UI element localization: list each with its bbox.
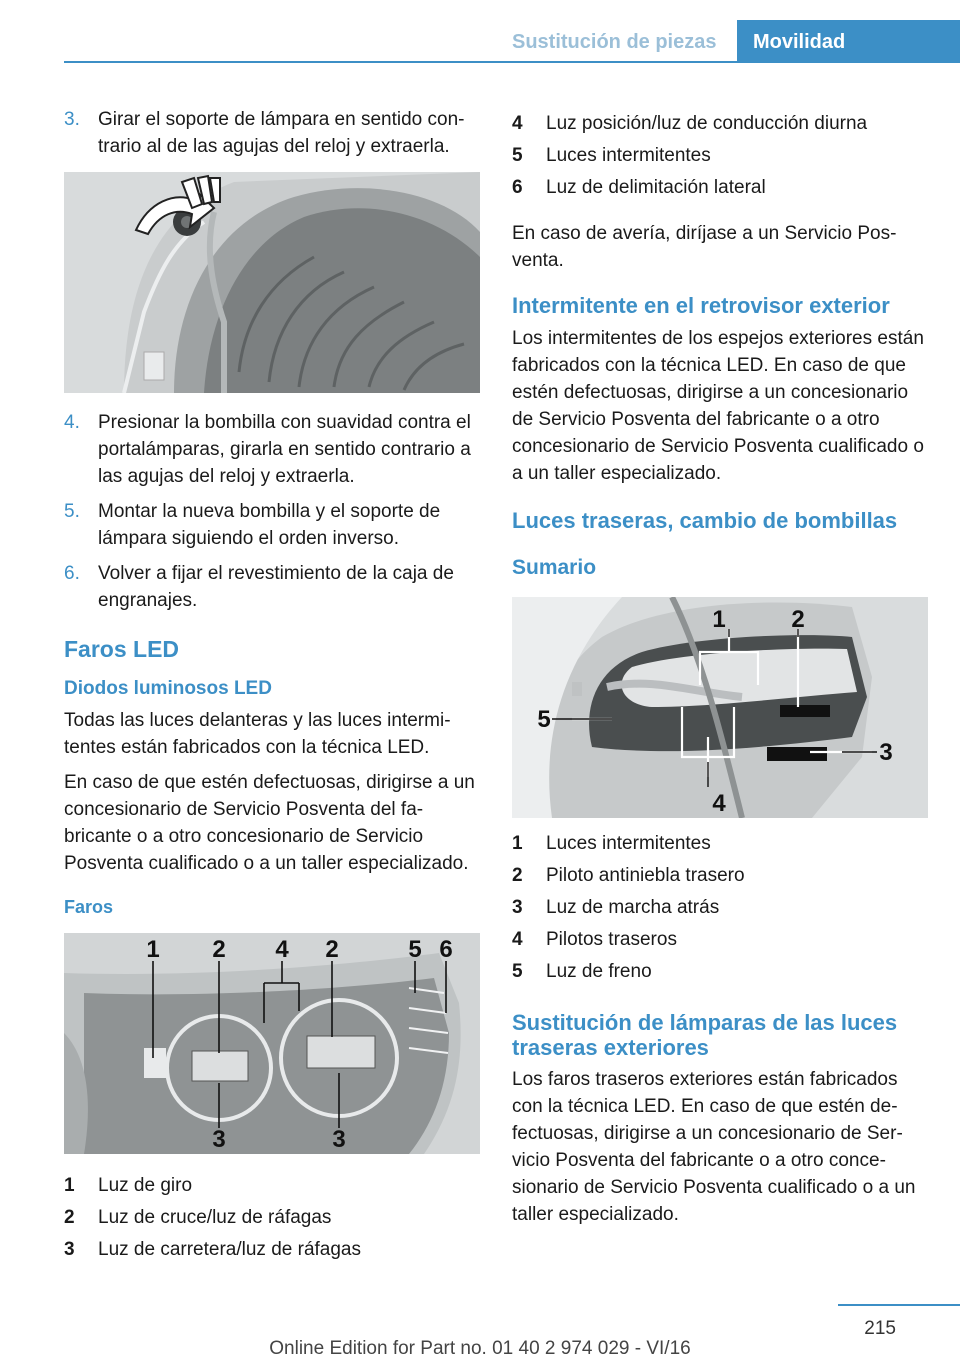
headlight-legend-continued <box>512 108 928 204</box>
legend-value: Luz de cruce/luz de ráfagas <box>98 1207 332 1228</box>
legend-key: 2 <box>64 1207 75 1228</box>
paragraph: En caso de avería, diríjase a un Servicio Posventa. <box>512 223 897 271</box>
legend-row <box>64 1234 480 1266</box>
header-section-title: Sustitución de piezas <box>512 31 717 53</box>
headlight-callout-1: 1 <box>146 936 160 963</box>
step-number: 5. <box>64 501 80 522</box>
legend-key: 2 <box>512 865 523 886</box>
legend-value: Luz de delimitación lateral <box>546 177 766 198</box>
taillight-legend <box>512 828 928 988</box>
page-header <box>0 0 960 64</box>
footer-rule <box>838 1304 960 1306</box>
legend-key: 1 <box>64 1175 75 1196</box>
legend-value: Luz de marcha atrás <box>546 897 720 918</box>
page-number: 215 <box>864 1318 896 1339</box>
heading-sumario: Sumario <box>512 556 597 579</box>
step-text: Montar la nueva bombilla y el soporte de lámpara siguiendo el orden inverso. <box>98 501 441 549</box>
legend-key: 6 <box>512 177 523 198</box>
step-item <box>64 560 480 614</box>
headlight-callout-5: 5 <box>408 936 422 963</box>
heading-faros: Faros <box>64 897 114 917</box>
header-chapter-tab: Movilidad <box>737 20 960 62</box>
legend-key: 1 <box>512 833 523 854</box>
legend-row <box>512 892 928 924</box>
legend-row <box>64 1170 480 1202</box>
legend-value: Luz de carretera/luz de ráfagas <box>98 1239 361 1260</box>
legend-row <box>512 140 928 172</box>
legend-value: Piloto antiniebla trasero <box>546 865 745 886</box>
wheel-arch-figure <box>64 172 480 393</box>
legend-row <box>512 956 928 988</box>
legend-value: Luz de freno <box>546 961 652 982</box>
taillight-callout-3: 3 <box>879 739 893 766</box>
headlight-callout-3: 3 <box>332 1126 346 1153</box>
headlight-legend <box>64 1170 480 1266</box>
heading-faros-led: Faros LED <box>64 636 180 662</box>
headlight-figure <box>64 933 480 1154</box>
heading-diodos-led: Diodos luminosos LED <box>64 678 272 699</box>
legend-row <box>512 108 928 140</box>
headlight-callout-6: 6 <box>439 936 453 963</box>
headlight-callout-4: 4 <box>275 936 289 963</box>
step-number: 3. <box>64 109 80 130</box>
page-footer <box>0 1300 960 1362</box>
taillight-figure <box>512 597 928 818</box>
legend-key: 3 <box>64 1239 75 1260</box>
taillight-callout-2: 2 <box>791 606 805 633</box>
legend-value: Luz posición/luz de conducción diurna <box>546 113 868 134</box>
paragraph: Todas las luces delanteras y las luces intermitentes están fabricados con la técnica LED. <box>64 710 451 758</box>
step-number: 6. <box>64 563 80 584</box>
legend-value: Luces intermitentes <box>546 145 711 166</box>
paragraph: Los intermitentes de los espejos exteriores están fabricados con la técnica LED. En caso de que estén defectuosas, dirigirse a un concesionario de Servicio Posventa del fabricante o a otro concesionario de Servicio Posventa cualificado o a un taller especializado. <box>512 328 924 484</box>
taillight-callout-5: 5 <box>537 706 551 733</box>
legend-row <box>512 828 928 860</box>
step-item <box>64 498 480 552</box>
headlight-illustration <box>64 933 480 1154</box>
legend-row <box>512 860 928 892</box>
headlight-callout-3: 3 <box>212 1126 226 1153</box>
left-column <box>64 106 480 1266</box>
legend-row <box>512 924 928 956</box>
legend-value: Pilotos traseros <box>546 929 677 950</box>
step-item <box>64 106 480 160</box>
step-text: Volver a fijar el revestimiento de la caja de engranajes. <box>98 563 454 611</box>
paragraph: Los faros traseros exteriores están fabricados con la técnica LED. En caso de que estén defectuosas, dirigirse a un concesionario de Servicio Posventa del fabricante o a otro concesionario de Servicio Posventa cualificado o a un taller especializado. <box>512 1069 916 1225</box>
legend-row <box>512 172 928 204</box>
legend-row <box>64 1202 480 1234</box>
legend-value: Luz de giro <box>98 1175 193 1196</box>
headlight-callout-2: 2 <box>325 936 339 963</box>
heading-luces-traseras: Luces traseras, cambio de bombillas <box>512 508 898 533</box>
legend-key: 3 <box>512 897 523 918</box>
taillight-callout-4: 4 <box>712 790 726 817</box>
paragraph: En caso de que estén defectuosas, dirigirse a un concesionario de Servicio Posventa del fabricante o a otro concesionario de Servicio Posventa cualificado o a un taller especializado. <box>64 772 475 874</box>
step-number: 4. <box>64 412 80 433</box>
edition-note: Online Edition for Part no. 01 40 2 974 029 - VI/16 <box>269 1338 691 1359</box>
step-text: Presionar la bombilla con suavidad contra el portalámparas, girarla en sentido contrario a las agujas del reloj y extraerla. <box>98 412 471 487</box>
step-text: Girar el soporte de lámpara en sentido contrario al de las agujas del reloj y extraerla. <box>98 109 465 157</box>
wheel-arch-illustration <box>64 172 480 393</box>
taillight-callout-1: 1 <box>712 606 726 633</box>
headlight-callout-2: 2 <box>212 936 226 963</box>
heading-sustitucion-traseras: Sustitución de lámparas de las luces traseras exteriores <box>512 1010 898 1060</box>
legend-value: Luces intermitentes <box>546 833 711 854</box>
right-column <box>512 108 928 1236</box>
taillight-illustration <box>512 597 928 818</box>
legend-key: 5 <box>512 961 523 982</box>
legend-key: 4 <box>512 113 523 134</box>
legend-key: 4 <box>512 929 523 950</box>
legend-key: 5 <box>512 145 523 166</box>
heading-intermitente-retrovisor: Intermitente en el retrovisor exterior <box>512 293 890 318</box>
step-item <box>64 409 480 490</box>
